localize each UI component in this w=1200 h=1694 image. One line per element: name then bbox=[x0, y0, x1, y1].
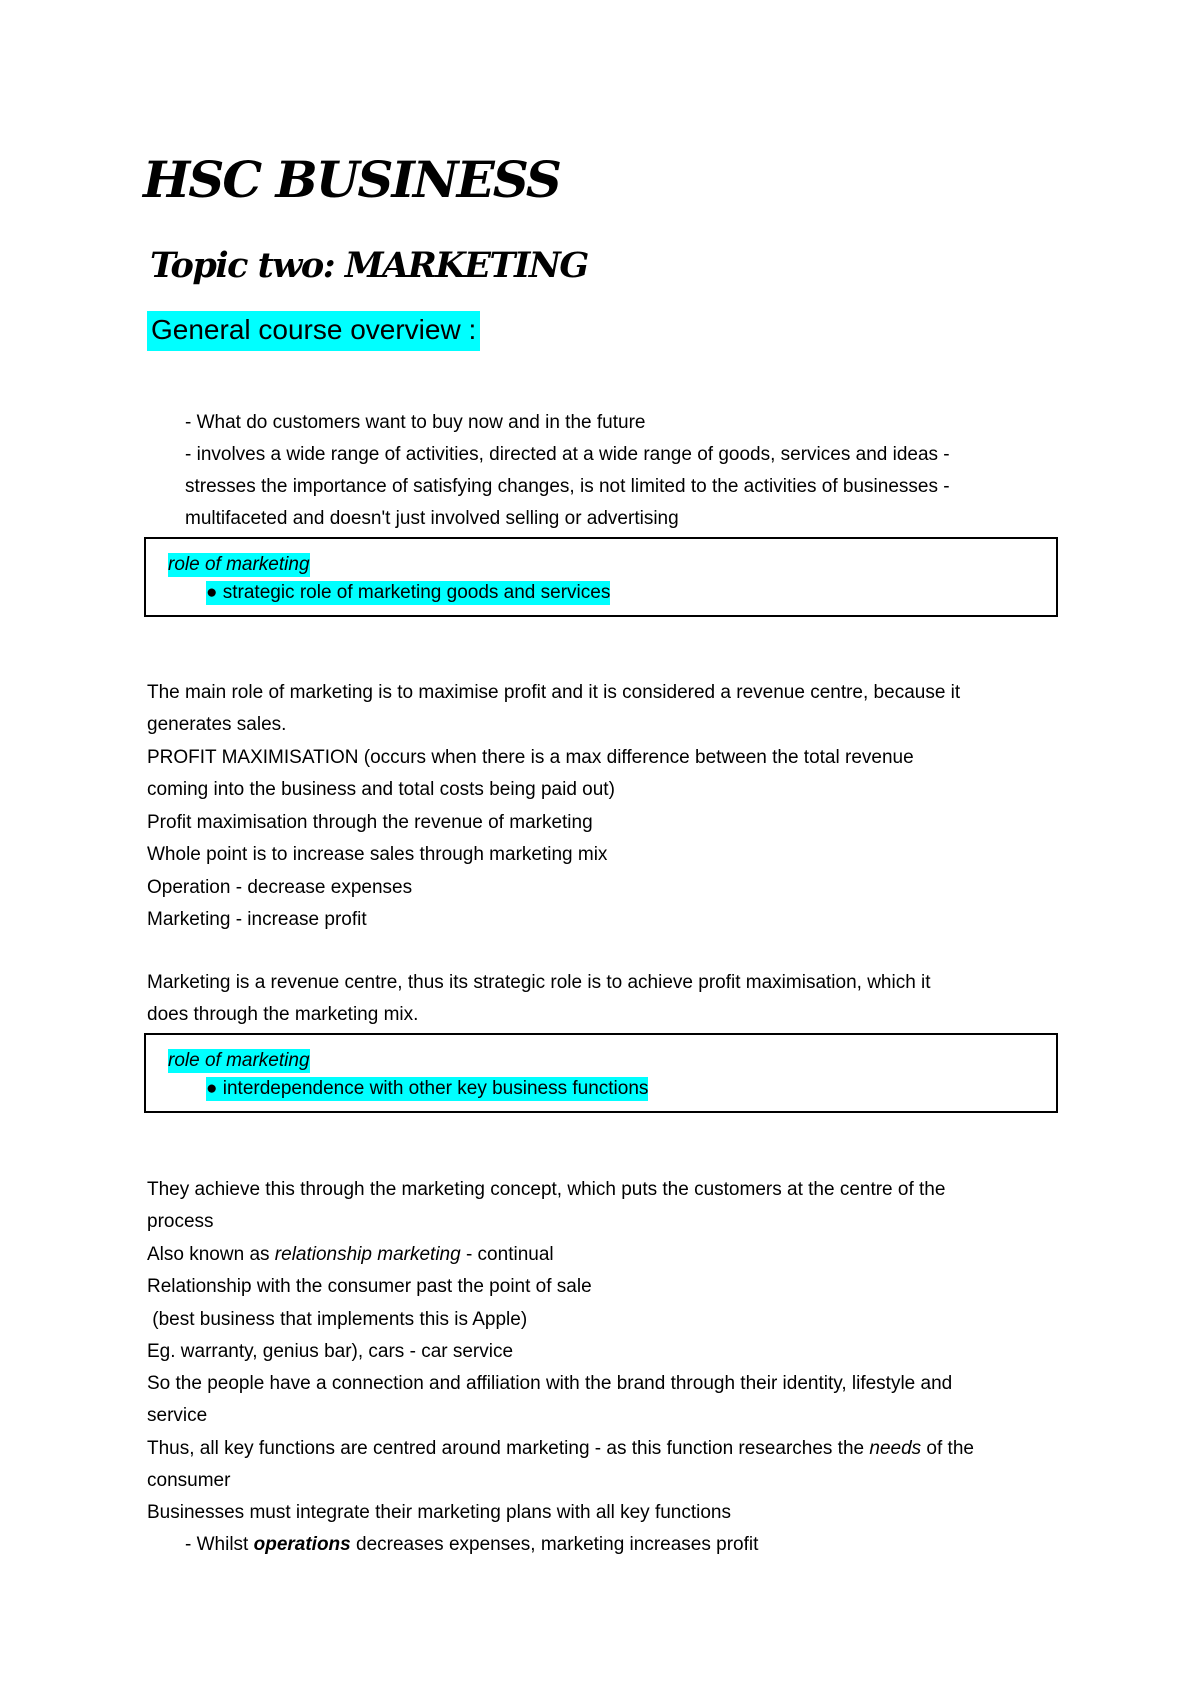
body-line: So the people have a connection and affiliation with the brand through their identity, lifestyle and bbox=[147, 1373, 953, 1394]
body-line: Also known as relationship marketing - continual bbox=[147, 1244, 554, 1265]
body-line: Whole point is to increase sales through marketing mix bbox=[147, 844, 608, 865]
body-line: They achieve this through the marketing concept, which puts the customers at the centre of the bbox=[147, 1179, 946, 1200]
body-line: Thus, all key functions are centred around marketing - as this function researches the needs of the bbox=[147, 1438, 974, 1459]
body-line: Eg. warranty, genius bar), cars - car service bbox=[147, 1341, 514, 1362]
body-line: (best business that implements this is Apple) bbox=[147, 1309, 528, 1330]
overview-line: - What do customers want to buy now and in the future bbox=[185, 412, 646, 433]
box-title: role of marketing bbox=[168, 554, 310, 575]
body-line: The main role of marketing is to maximise profit and it is considered a revenue centre, because it bbox=[147, 682, 961, 703]
body-line: Businesses must integrate their marketing plans with all key functions bbox=[147, 1502, 731, 1523]
role-of-marketing-box bbox=[144, 537, 1058, 617]
body-line: consumer bbox=[147, 1470, 231, 1491]
body-line: - Whilst operations decreases expenses, marketing increases profit bbox=[185, 1534, 759, 1555]
body-line: does through the marketing mix. bbox=[147, 1004, 419, 1025]
box-title: role of marketing bbox=[168, 1050, 310, 1071]
body-line: coming into the business and total costs being paid out) bbox=[147, 779, 615, 800]
body-line: Marketing - increase profit bbox=[147, 909, 367, 930]
overview-line: - involves a wide range of activities, directed at a wide range of goods, services and ideas - bbox=[185, 444, 950, 465]
role-of-marketing-box bbox=[144, 1033, 1058, 1113]
body-line: Operation - decrease expenses bbox=[147, 877, 413, 898]
overview-heading: General course overview : bbox=[147, 311, 480, 351]
body-line: process bbox=[147, 1211, 214, 1232]
topic-subtitle: Topic two: MARKETING bbox=[150, 245, 588, 286]
body-line: Profit maximisation through the revenue of marketing bbox=[147, 812, 593, 833]
box-bullet-item: ● interdependence with other key business functions bbox=[206, 1078, 649, 1099]
document-title: HSC BUSINESS bbox=[143, 150, 560, 209]
body-line: generates sales. bbox=[147, 714, 287, 735]
body-line: service bbox=[147, 1405, 208, 1426]
body-line: PROFIT MAXIMISATION (occurs when there is a max difference between the total revenue bbox=[147, 747, 914, 768]
body-line: Relationship with the consumer past the point of sale bbox=[147, 1276, 592, 1297]
overview-line: multifaceted and doesn't just involved selling or advertising bbox=[185, 508, 679, 529]
body-line: Marketing is a revenue centre, thus its strategic role is to achieve profit maximisation, which it bbox=[147, 972, 931, 993]
box-bullet-item: ● strategic role of marketing goods and services bbox=[206, 582, 611, 603]
overview-line: stresses the importance of satisfying changes, is not limited to the activities of businesses - bbox=[185, 476, 950, 497]
